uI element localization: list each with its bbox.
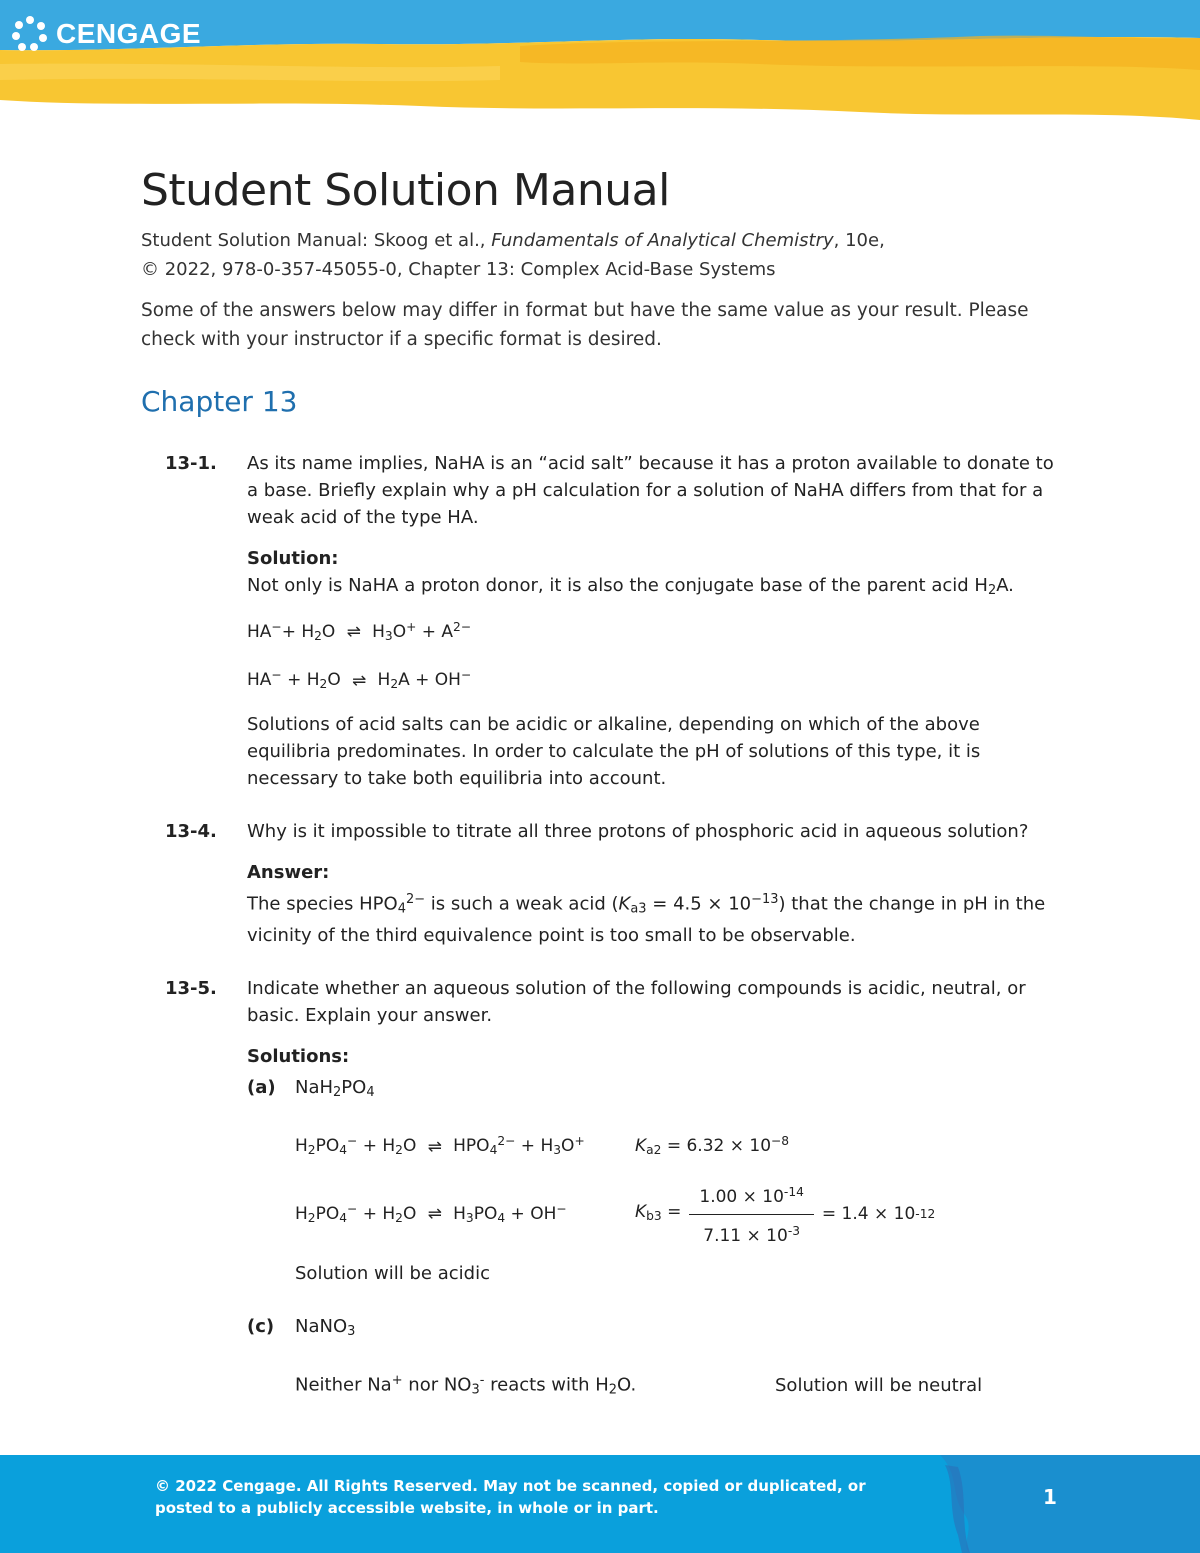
equilibrium-arrow-icon: ⇌ [352,670,367,691]
solution-label: Solution: [247,548,339,569]
cengage-logo-icon [10,14,50,54]
citation-suffix: , 10e, [833,230,885,251]
part-compound: NaNO$_3$ [295,1315,356,1340]
part-c-conclusion: Solution will be neutral [775,1374,983,1396]
equilibrium-equation-1: $HA^-+ H_2O$ ⇌ $H_3O^+ + A^{2-}$ [247,614,1061,650]
book-title: Fundamentals of Analytical Chemistry [491,230,834,251]
problem-number: 13-4. [165,820,217,842]
equilibrium-arrow-icon: ⇌ [427,1136,442,1157]
answer-label: Answer: [247,861,330,883]
problem-number: 13-5. [165,978,217,1000]
header-banner [0,0,1200,120]
part-c-explanation: Neither Na+ nor $NO_3^-$ reacts with $H_2O$. Solution will be neutral [295,1373,983,1398]
page-title: Student Solution Manual [141,165,670,216]
problem-13-1 [141,450,1061,792]
cengage-logo [10,14,201,54]
ka2-equation-row [295,1128,1061,1164]
part-compound: $NaH_2PO_4$ [295,1077,375,1101]
citation-prefix: Student Solution Manual: Skoog et al., [141,230,492,251]
part-label: (c) [247,1315,275,1337]
equilibrium-equation-2: $HA^- + H_2O$ ⇌ $H_2A + OH^-$ [247,662,1061,698]
page-number: 1 [1043,1485,1057,1509]
solution-conclusion: Solutions of acid salts can be acidic or alkaline, depending on which of the above equilibria predominates. In order to calculate the pH of solutions of this type, it is necessary to take both equilibria into account. [247,713,981,789]
part-a [247,1074,1061,1287]
footer [0,1455,1200,1553]
part-label: (a) [247,1077,276,1099]
part-a-conclusion: Solution will be acidic [295,1262,490,1284]
citation-line-2: © 2022, 978-0-357-45055-0, Chapter 13: Complex Acid-Base Systems [141,259,776,280]
copyright-notice: © 2022 Cengage. All Rights Reserved. May not be scanned, copied or duplicated, or posted to a publicly accessible website, in whole or in part. [155,1477,866,1517]
problem-question: Indicate whether an aqueous solution of the following compounds is acidic, neutral, or basic. Explain your answer. [247,978,1026,1027]
intro-paragraph: Some of the answers below may differ in format but have the same value as your result. Please check with your instructor if a specific format is desired. [141,300,1029,350]
problem-number: 13-1. [165,453,217,474]
problem-question: Why is it impossible to titrate all three protons of phosphoric acid in aqueous solution? [247,820,1029,842]
book-citation [141,226,1061,284]
kb3-equation-row [295,1179,1061,1250]
brand-name: CENGAGE [56,18,202,49]
chapter-heading: Chapter 13 [141,385,298,418]
part-c [247,1313,1061,1404]
problem-13-5 [141,975,1061,1404]
problem-question: As its name implies, NaHA is an “acid salt” because it has a proton available to donate to a base. Briefly explain why a pH calculation for a solution of NaHA differs from that for a weak acid of the type HA. [247,453,1054,528]
acid-equilibrium: $H_2PO_4^- + H_2O$ ⇌ $HPO_4^{2-} + H_3O^+$ [295,1128,635,1164]
solutions-label: Solutions: [247,1046,350,1068]
ka2-value: $K_{a2} = 6.32 \times 10^{-8}$ [635,1134,790,1158]
kb3-value: $K_{b3}$ = $\frac{1.00 \times 10^{-14}}{7.11 \times 10^{-3}}$ = 1.4 × 10 -12 [635,1179,935,1250]
document-body [141,160,1061,1404]
kb3-fraction: $\frac{1.00 \times 10^{-14}}{7.11 \times 10^{-3}}$ [689,1179,814,1250]
answer-text: The species $HPO_4^{2-}$ is such a weak acid $(K_{a3} = 4.5 \times 10^{-13})$ that the change in pH in the vicinity of the third equivalence point is too small to be observable. [247,891,1046,947]
base-equilibrium: $H_2PO_4^- + H_2O$ ⇌ $H_3PO_4 + OH^-$ [295,1196,635,1232]
solution-text: Not only is NaHA a proton donor, it is also the conjugate base of the parent acid $H_2A$. [247,575,1014,599]
problem-13-4 [141,818,1061,950]
equilibrium-arrow-icon: ⇌ [427,1204,442,1225]
equilibrium-arrow-icon: ⇌ [346,622,361,643]
